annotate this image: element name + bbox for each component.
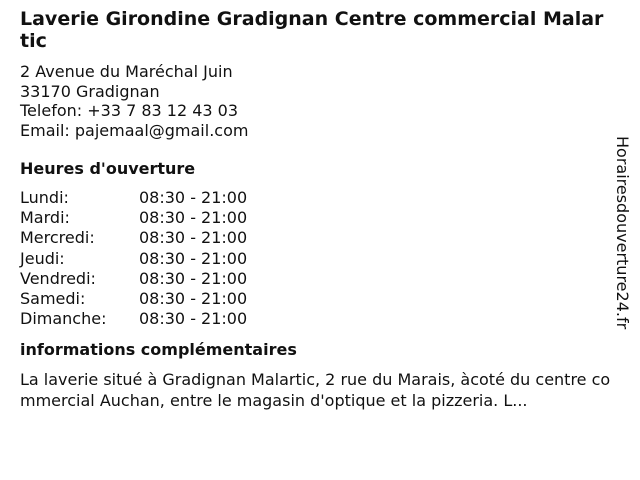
day-label: Jeudi: (20, 248, 65, 268)
time-range: 08:30 - 21:00 (139, 248, 248, 268)
business-title: Laverie Girondine Gradignan Centre commercial Malartic (20, 8, 604, 52)
hours-row-thursday (20, 249, 612, 269)
hours-row-monday (20, 188, 612, 208)
email-address: Email: pajemaal@gmail.com (20, 120, 249, 140)
street-address: 2 Avenue du Maréchal Juin (20, 62, 233, 81)
time-range: 08:30 - 21:00 (139, 309, 248, 329)
day-label: Lundi: (20, 188, 69, 207)
time-range: 08:30 - 21:00 (139, 208, 248, 228)
opening-hours-table (20, 188, 612, 329)
day-label: Dimanche: (20, 309, 107, 329)
day-label: Mercredi: (20, 228, 95, 248)
business-card (20, 8, 612, 411)
day-label: Vendredi: (20, 268, 96, 288)
time-range: 08:30 - 21:00 (139, 268, 248, 288)
hours-row-wednesday (20, 228, 612, 248)
city-address: 33170 Gradignan (20, 81, 160, 101)
hours-row-sunday (20, 309, 612, 329)
hours-row-friday (20, 269, 612, 289)
day-label: Mardi: (20, 208, 70, 228)
time-range: 08:30 - 21:00 (139, 228, 248, 248)
time-range: 08:30 - 21:00 (139, 188, 248, 207)
additional-info-heading: informations complémentaires (20, 340, 297, 360)
additional-info-text: La laverie situé à Gradignan Malartic, 2 rue du Marais, àcoté du centre commercial Auchan, entre le magasin d'optique et la pizzeria. L... (20, 370, 611, 410)
day-label: Samedi: (20, 288, 86, 308)
time-range: 08:30 - 21:00 (139, 288, 248, 308)
site-watermark: Horairesdouverture24.fr (613, 136, 632, 330)
hours-row-saturday (20, 289, 612, 309)
hours-row-tuesday (20, 208, 612, 228)
contact-block (20, 62, 612, 140)
phone-number: Telefon: +33 7 83 12 43 03 (20, 101, 239, 120)
opening-hours-heading: Heures d'ouverture (20, 159, 196, 178)
